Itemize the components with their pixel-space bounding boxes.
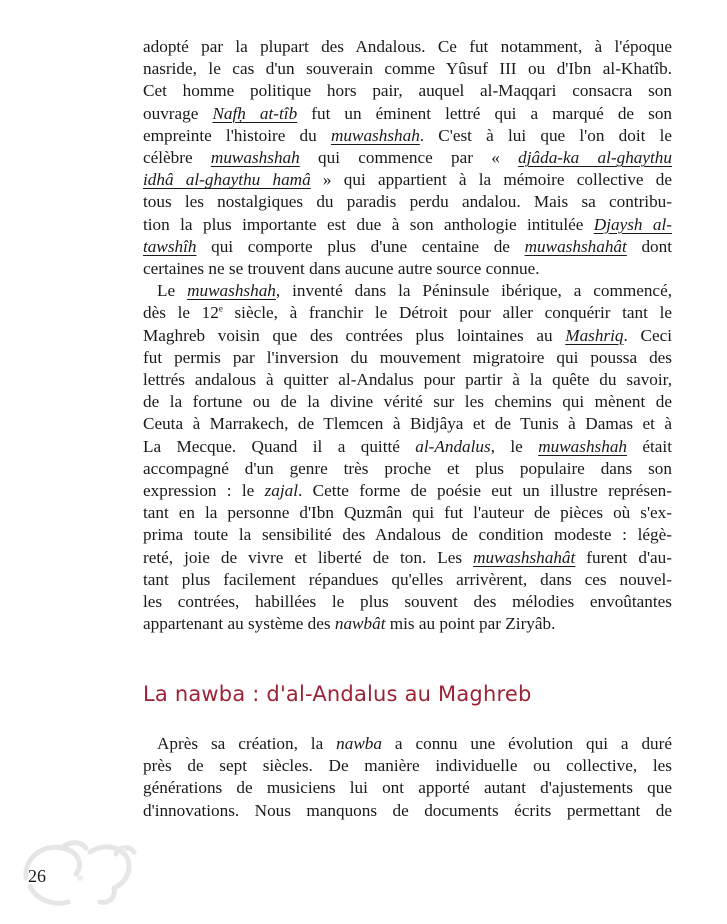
term: muwashshah (538, 436, 628, 456)
book-title: tawshîh (143, 236, 197, 256)
text-line: près de sept siècles. De manière individuelle ou collective, les (143, 756, 672, 776)
text-line: dès le 12e siècle, à franchir le Détroit pour aller conquérir tant le (143, 303, 672, 323)
text-line: certaines ne se trouvent dans aucune autre source connue. (143, 259, 540, 279)
term: zajal (264, 481, 299, 501)
text-line: accompagné d'un genre très proche et plus populaire dans son (143, 458, 672, 478)
text-line: tion la plus importante est due à son anthologie intitulée Djaysh al- (143, 214, 672, 234)
text-line: fut permis par l'inversion du mouvement migratoire qui poussa des (143, 347, 672, 367)
poem-incipit: djâda-ka al-ghaythu (518, 148, 672, 168)
term: nawbât (334, 614, 386, 634)
text-line: tant en la personne d'Ibn Quzmân qui fut l'auteur de pièces où s'ex- (143, 503, 672, 523)
text-line: idhâ al-ghaythu hamâ » qui appartient à la mémoire collective de (143, 170, 672, 190)
text-line: La Mecque. Quand il a quitté al-Andalus, le muwashshah était (143, 436, 672, 456)
term: muwashshahât (524, 236, 627, 256)
text-line: appartenant au système des nawbât mis au point par Ziryâb. (143, 614, 556, 634)
term: Mashriq (565, 325, 624, 345)
term: al-Andalus (415, 436, 491, 456)
text-line: prima toute la sensibilité des Andalous de condition modeste : légè- (143, 525, 672, 545)
text-line: Cet homme politique hors pair, auquel al-Maqqari consacra son (143, 81, 672, 101)
page-number: 26 (28, 866, 46, 886)
text-line: nasride, le cas d'un souverain comme Yûsuf III ou d'Ibn al-Khatîb. (143, 59, 672, 79)
term: muwashshahât (473, 547, 576, 567)
page-body (143, 36, 672, 635)
term: muwashshah (187, 281, 276, 301)
text-line: Après sa création, la nawba a connu une évolution qui a duré (157, 734, 672, 753)
text-line: adopté par la plupart des Andalous. Ce fut notamment, à l'époque (143, 37, 672, 56)
paragraph-2 (143, 280, 672, 635)
text-line: célèbre muwashshah qui commence par « djâda-ka al-ghaythu (143, 148, 672, 168)
text-line: les contrées, habillées le plus souvent des mélodies envoûtantes (143, 592, 672, 612)
text-line: Maghreb voisin que des contrées plus lointaines au Mashriq. Ceci (143, 325, 672, 345)
text-line: générations de musiciens lui ont apporté autant d'ajustements que (143, 778, 672, 798)
book-title: Djaysh al- (593, 214, 672, 234)
term: nawba (336, 734, 382, 753)
text-line: reté, joie de vivre et liberté de ton. Les muwashshahât furent d'au- (143, 547, 672, 567)
book-title: Nafḥ at-tîb (212, 103, 298, 123)
paragraph-1 (143, 36, 672, 280)
text-line: d'innovations. Nous manquons de documents écrits permettant de (143, 800, 672, 820)
section-body (143, 733, 672, 822)
text-line: Le muwashshah, inventé dans la Péninsule ibérique, a commencé, (157, 281, 672, 301)
term: muwashshah (330, 125, 420, 145)
text-line: tous les nostalgiques du paradis perdu andalou. Mais sa contribu- (143, 192, 672, 212)
paragraph-3 (143, 733, 672, 822)
text-line: de la fortune ou de la divine vérité sur les chemins qui mènent de (143, 392, 672, 412)
text-line: tant plus facilement répandues qu'elles arrivèrent, dans ces nouvel- (143, 569, 672, 589)
term: muwashshah (210, 148, 300, 168)
poem-incipit: idhâ al-ghaythu hamâ (143, 170, 311, 190)
text-line: expression : le zajal. Cette forme de poésie eut un illustre représen- (143, 481, 672, 501)
section-heading: La nawba : d'al-Andalus au Maghreb (143, 682, 532, 706)
text-line: ouvrage Nafḥ at-tîb fut un éminent lettré qui a marqué de son (143, 103, 673, 123)
text-line: tawshîh qui comporte plus d'une centaine de muwashshahât dont (143, 236, 672, 256)
text-line: empreinte l'histoire du muwashshah. C'est à lui que l'on doit le (143, 125, 672, 145)
text-line: Ceuta à Marrakech, de Tlemcen à Bidjâya et de Tunis à Damas et à (143, 414, 672, 434)
text-line: lettrés andalous à quitter al-Andalus pour partir à la quête du savoir, (143, 370, 672, 390)
